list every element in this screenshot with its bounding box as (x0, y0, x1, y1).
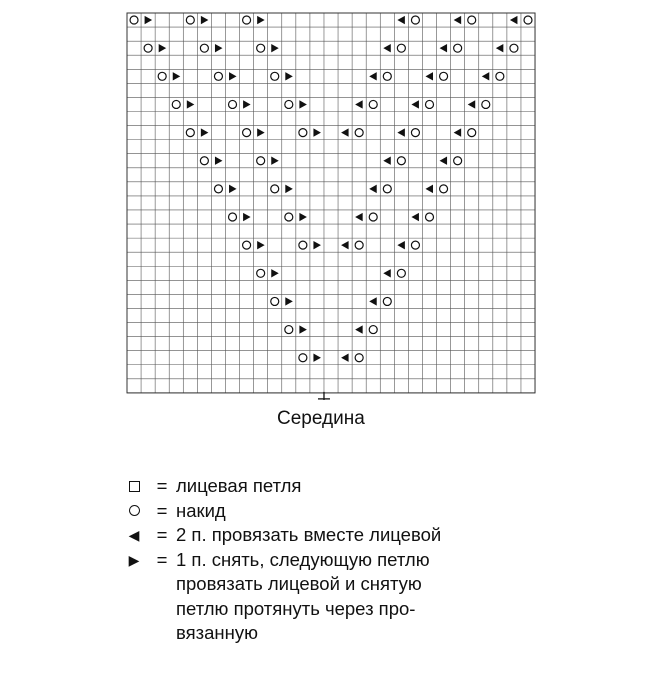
yarn-over-mark (454, 44, 462, 52)
ssk-mark (313, 354, 321, 362)
k2tog-mark (397, 128, 405, 136)
yarn-over-mark (299, 129, 307, 137)
left-triangle-icon: ◀ (128, 527, 140, 544)
k2tog-mark (383, 44, 391, 52)
k2tog-mark (383, 157, 391, 165)
yarn-over-mark (397, 44, 405, 52)
ssk-mark (299, 100, 307, 108)
yarn-over-mark (426, 213, 434, 221)
k2tog-mark (369, 72, 377, 80)
circle-icon (129, 505, 140, 516)
yarn-over-mark (243, 241, 251, 249)
yarn-over-mark (299, 241, 307, 249)
yarn-over-mark (271, 72, 279, 80)
yarn-over-mark (426, 100, 434, 108)
legend-text-knit: лицевая петля (176, 475, 302, 496)
yarn-over-mark (524, 16, 532, 24)
yarn-over-mark (369, 326, 377, 334)
legend-text-k2tog: 2 п. провязать вместе лицевой (176, 524, 442, 545)
k2tog-mark (369, 185, 377, 193)
k2tog-mark (468, 100, 476, 108)
yarn-over-mark (285, 326, 293, 334)
yarn-over-mark (243, 129, 251, 137)
legend-text-ssk-cont-3: вязанную (176, 622, 258, 643)
yarn-over-mark (130, 16, 138, 24)
yarn-over-mark (383, 72, 391, 80)
ssk-mark (257, 241, 265, 249)
yarn-over-mark (496, 72, 504, 80)
ssk-mark (271, 157, 279, 165)
yarn-over-mark (186, 129, 194, 137)
yarn-over-mark (186, 16, 194, 24)
yarn-over-mark (355, 129, 363, 137)
square-icon (129, 481, 140, 492)
ssk-mark (187, 100, 195, 108)
k2tog-mark (341, 128, 349, 136)
ssk-mark (271, 44, 279, 52)
ssk-mark (285, 297, 293, 305)
ssk-mark (299, 213, 307, 221)
yarn-over-mark (397, 157, 405, 165)
yarn-over-mark (229, 100, 237, 108)
yarn-over-mark (355, 241, 363, 249)
yarn-over-mark (200, 157, 208, 165)
k2tog-mark (341, 354, 349, 362)
yarn-over-mark (355, 354, 363, 362)
k2tog-mark (454, 128, 462, 136)
yarn-over-mark (257, 269, 265, 277)
ssk-mark (215, 157, 223, 165)
yarn-over-mark (299, 354, 307, 362)
k2tog-mark (496, 44, 504, 52)
k2tog-mark (426, 72, 434, 80)
k2tog-mark (397, 241, 405, 249)
ssk-mark (271, 269, 279, 277)
yarn-over-mark (454, 157, 462, 165)
yarn-over-mark (411, 241, 419, 249)
yarn-over-mark (411, 16, 419, 24)
yarn-over-mark (257, 44, 265, 52)
grid-border (127, 13, 535, 393)
ssk-mark (159, 44, 167, 52)
yarn-over-mark (214, 72, 222, 80)
yarn-over-mark (411, 129, 419, 137)
yarn-over-mark (468, 129, 476, 137)
k2tog-mark (411, 213, 419, 221)
yarn-over-mark (200, 44, 208, 52)
yarn-over-mark (257, 157, 265, 165)
yarn-over-mark (510, 44, 518, 52)
ssk-mark (229, 72, 237, 80)
legend-text-ssk-cont-1: провязать лицевой и снятую (176, 573, 422, 594)
yarn-over-mark (271, 297, 279, 305)
yarn-over-mark (482, 100, 490, 108)
k2tog-mark (341, 241, 349, 249)
k2tog-mark (397, 16, 405, 24)
legend-row-ssk: ▶ = 1 п. снять, следующую петлю (120, 548, 441, 573)
k2tog-mark (355, 325, 363, 333)
k2tog-mark (355, 213, 363, 221)
k2tog-mark (383, 269, 391, 277)
yarn-over-mark (397, 269, 405, 277)
yarn-over-mark (285, 100, 293, 108)
center-label: Середина (277, 408, 365, 429)
yarn-over-mark (243, 16, 251, 24)
ssk-mark (257, 128, 265, 136)
k2tog-mark (510, 16, 518, 24)
yarn-over-mark (229, 213, 237, 221)
k2tog-mark (369, 297, 377, 305)
ssk-mark (145, 16, 153, 24)
ssk-mark (201, 16, 209, 24)
yarn-over-mark (285, 213, 293, 221)
yarn-over-mark (214, 185, 222, 193)
ssk-mark (299, 325, 307, 333)
k2tog-mark (355, 100, 363, 108)
yarn-over-mark (172, 100, 180, 108)
yarn-over-mark (468, 16, 476, 24)
ssk-mark (285, 185, 293, 193)
ssk-mark (229, 185, 237, 193)
ssk-mark (285, 72, 293, 80)
yarn-over-mark (158, 72, 166, 80)
yarn-over-mark (383, 185, 391, 193)
ssk-mark (313, 241, 321, 249)
legend (120, 474, 441, 646)
k2tog-mark (411, 100, 419, 108)
k2tog-mark (440, 157, 448, 165)
ssk-mark (201, 128, 209, 136)
ssk-mark (173, 72, 181, 80)
legend-text-ssk: 1 п. снять, следующую петлю (176, 548, 430, 570)
ssk-mark (313, 128, 321, 136)
yarn-over-mark (144, 44, 152, 52)
yarn-over-mark (369, 100, 377, 108)
k2tog-mark (440, 44, 448, 52)
k2tog-mark (426, 185, 434, 193)
right-triangle-icon: ▶ (128, 551, 140, 568)
ssk-mark (243, 213, 251, 221)
legend-row-k2tog: ◀ = 2 п. провязать вместе лицевой (120, 523, 441, 548)
legend-text-yarnover: накид (176, 499, 226, 521)
legend-row-knit: = лицевая петля (120, 474, 441, 499)
ssk-mark (257, 16, 265, 24)
yarn-over-mark (369, 213, 377, 221)
yarn-over-mark (271, 185, 279, 193)
yarn-over-mark (440, 185, 448, 193)
legend-text-ssk-cont-2: петлю протянуть через про- (176, 597, 416, 619)
yarn-over-mark (440, 72, 448, 80)
k2tog-mark (482, 72, 490, 80)
ssk-mark (215, 44, 223, 52)
legend-row-yarnover: = накид (120, 499, 441, 524)
ssk-mark (243, 100, 251, 108)
yarn-over-mark (383, 297, 391, 305)
k2tog-mark (454, 16, 462, 24)
